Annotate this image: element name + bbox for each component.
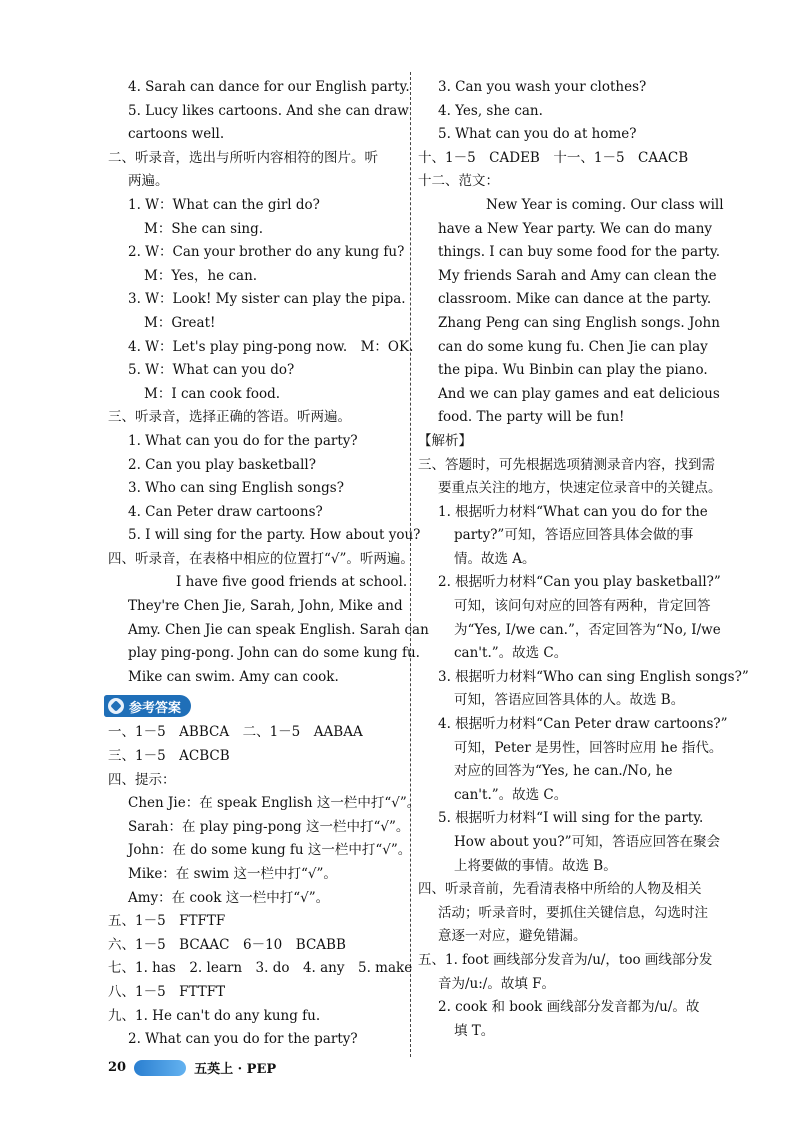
answers-section bbox=[108, 721, 421, 1051]
right-column bbox=[418, 76, 749, 1043]
text-line: I have five good friends at school. bbox=[176, 574, 408, 591]
text-line: the pipa. Wu Binbin can play the piano. bbox=[438, 362, 708, 379]
text-line: 二、听录音，选出与所听内容相符的图片。听 bbox=[108, 149, 378, 166]
text-line: 2. cook 和 book 画线部分发音都为/u/。故 bbox=[438, 999, 700, 1016]
publisher-logo bbox=[134, 1060, 186, 1076]
text-line: How about you?”可知，答语应回答在聚会 bbox=[454, 834, 721, 850]
answers-banner bbox=[104, 695, 191, 717]
text-line: things. I can buy some food for the party. bbox=[438, 244, 721, 261]
text-line: 3. W：Look! My sister can play the pipa. bbox=[128, 291, 406, 308]
text-line: can do some kung fu. Chen Jie can play bbox=[438, 338, 708, 355]
page-footer bbox=[108, 1058, 276, 1077]
text-line: play ping-pong. John can do some kung fu. bbox=[128, 645, 420, 662]
text-line: 五、1. foot 画线部分发音为/u/，too 画线部分发 bbox=[418, 951, 713, 968]
text-line: party?”可知，答语应回答具体会做的事 bbox=[454, 527, 694, 544]
text-line: 4. Can Peter draw cartoons? bbox=[128, 503, 323, 520]
text-line: 六、1－5 BCAAC 6－10 BCABB bbox=[108, 936, 346, 953]
text-line: 七、1. has 2. learn 3. do 4. any 5. make bbox=[108, 960, 413, 977]
text-line: 3. Can you wash your clothes? bbox=[438, 79, 647, 95]
text-line: 4. 根据听力材料“Can Peter draw cartoons?” bbox=[438, 716, 728, 733]
text-line: M：Yes，he can. bbox=[144, 267, 258, 284]
text-line: 2. 根据听力材料“Can you play basketball?” bbox=[438, 574, 721, 591]
text-line: 5. W：What can you do? bbox=[128, 362, 295, 379]
text-line: 5. What can you do at home? bbox=[438, 126, 637, 143]
text-line: 4. W：Let's play ping-pong now. M：OK. bbox=[128, 338, 414, 355]
text-line: Mike：在 swim 这一栏中打“√”。 bbox=[128, 866, 337, 882]
text-line: 4. Sarah can dance for our English party. bbox=[128, 79, 410, 95]
text-line: classroom. Mike can dance at the party. bbox=[438, 291, 712, 308]
text-line: 十二、范文： bbox=[418, 173, 499, 190]
text-line: 4. Yes, she can. bbox=[438, 102, 543, 119]
text-line: 情。故选 A。 bbox=[454, 550, 536, 567]
text-line: food. The party will be fun! bbox=[438, 409, 625, 426]
text-line: 可知，该问句对应的回答有两种，肯定回答 bbox=[454, 598, 711, 615]
banner-icon bbox=[108, 698, 124, 714]
text-line: Mike can swim. Amy can cook. bbox=[128, 668, 339, 685]
text-line: 3. Who can sing English songs? bbox=[128, 480, 344, 497]
text-line: 四、提示： bbox=[108, 771, 176, 788]
text-line: 活动；听录音时，要抓住关键信息，勾选时注 bbox=[438, 904, 708, 921]
text-line: 2. Can you play basketball? bbox=[128, 456, 316, 473]
text-line: John：在 do some kung fu 这一栏中打“√”。 bbox=[128, 842, 412, 859]
page-number: 20 bbox=[108, 1060, 127, 1075]
text-line: 八、1－5 FTTFT bbox=[108, 983, 226, 1000]
text-line: M：Great! bbox=[144, 314, 216, 331]
listening-script-section bbox=[108, 76, 429, 689]
text-line: 四、听录音，在表格中相应的位置打“√”。听两遍。 bbox=[108, 550, 414, 567]
text-line: 5. I will sing for the party. How about you? bbox=[128, 527, 421, 544]
text-line: 三、答题时，可先根据选项猜测录音内容，找到需 bbox=[418, 456, 715, 473]
series-label: 五英上 · PEP bbox=[194, 1062, 277, 1077]
text-line: 可知，Peter 是男性，回答时应用 he 指代。 bbox=[454, 739, 723, 756]
text-line: They're Chen Jie, Sarah, John, Mike and bbox=[128, 598, 403, 615]
text-line: 一、1－5 ABBCA 二、1－5 AABAA bbox=[108, 724, 363, 741]
answers-banner-label: 参考答案 bbox=[129, 700, 182, 716]
text-line: 1. 根据听力材料“What can you do for the bbox=[438, 503, 708, 520]
left-column bbox=[108, 76, 429, 1052]
text-line: Chen Jie：在 speak English 这一栏中打“√”。 bbox=[128, 795, 421, 812]
text-line: 5. Lucy likes cartoons. And she can draw bbox=[128, 102, 409, 119]
text-line: 五、1－5 FTFTF bbox=[108, 913, 226, 930]
text-line: Amy. Chen Jie can speak English. Sarah can bbox=[128, 621, 429, 638]
text-line: Sarah：在 play ping-pong 这一栏中打“√”。 bbox=[128, 818, 410, 835]
text-line: And we can play games and eat delicious bbox=[438, 385, 720, 402]
text-line: 填 T。 bbox=[454, 1022, 495, 1039]
text-line: 三、听录音，选择正确的答语。听两遍。 bbox=[108, 409, 351, 426]
text-line: M：She can sing. bbox=[144, 220, 264, 237]
text-line: My friends Sarah and Amy can clean the bbox=[438, 267, 717, 284]
text-line: can't.”。故选 C。 bbox=[454, 645, 568, 662]
text-line: New Year is coming. Our class will bbox=[486, 196, 724, 213]
text-line: 1. What can you do for the party? bbox=[128, 432, 358, 449]
text-line: 音为/u:/。故填 F。 bbox=[438, 975, 555, 992]
text-line: 5. 根据听力材料“I will sing for the party. bbox=[438, 810, 704, 827]
text-line: 四、听录音前，先看清表格中所给的人物及相关 bbox=[418, 881, 702, 898]
text-line: 1. W：What can the girl do? bbox=[128, 196, 320, 213]
text-line: 上将要做的事情。故选 B。 bbox=[454, 857, 617, 874]
text-line: 【解析】 bbox=[418, 432, 472, 449]
text-line: 2. What can you do for the party? bbox=[128, 1031, 358, 1048]
text-line: 2. W：Can your brother do any kung fu? bbox=[128, 244, 405, 261]
text-line: 意逐一对应，避免错漏。 bbox=[438, 928, 587, 945]
text-line: have a New Year party. We can do many bbox=[438, 220, 713, 237]
text-line: 十、1－5 CADEB 十一、1－5 CAACB bbox=[418, 149, 689, 166]
text-line: 两遍。 bbox=[128, 173, 169, 190]
text-line: Amy：在 cook 这一栏中打“√”。 bbox=[128, 889, 330, 906]
text-line: 为“Yes, I/we can.”，否定回答为“No, I/we bbox=[454, 621, 721, 638]
text-line: 3. 根据听力材料“Who can sing English songs?” bbox=[438, 668, 749, 685]
text-line: 对应的回答为“Yes, he can./No, he bbox=[454, 763, 673, 780]
text-line: 三、1－5 ACBCB bbox=[108, 748, 230, 765]
text-line: 九、1. He can't do any kung fu. bbox=[108, 1007, 321, 1024]
text-line: 要重点关注的地方，快速定位录音中的关键点。 bbox=[438, 480, 722, 497]
text-line: cartoons well. bbox=[128, 126, 225, 143]
answers-continued-section bbox=[418, 76, 749, 1043]
text-line: can't.”。故选 C。 bbox=[454, 786, 568, 803]
text-line: M：I can cook food. bbox=[144, 385, 281, 402]
text-line: 可知，答语应回答具体的人。故选 B。 bbox=[454, 692, 685, 709]
text-line: Zhang Peng can sing English songs. John bbox=[438, 314, 720, 331]
